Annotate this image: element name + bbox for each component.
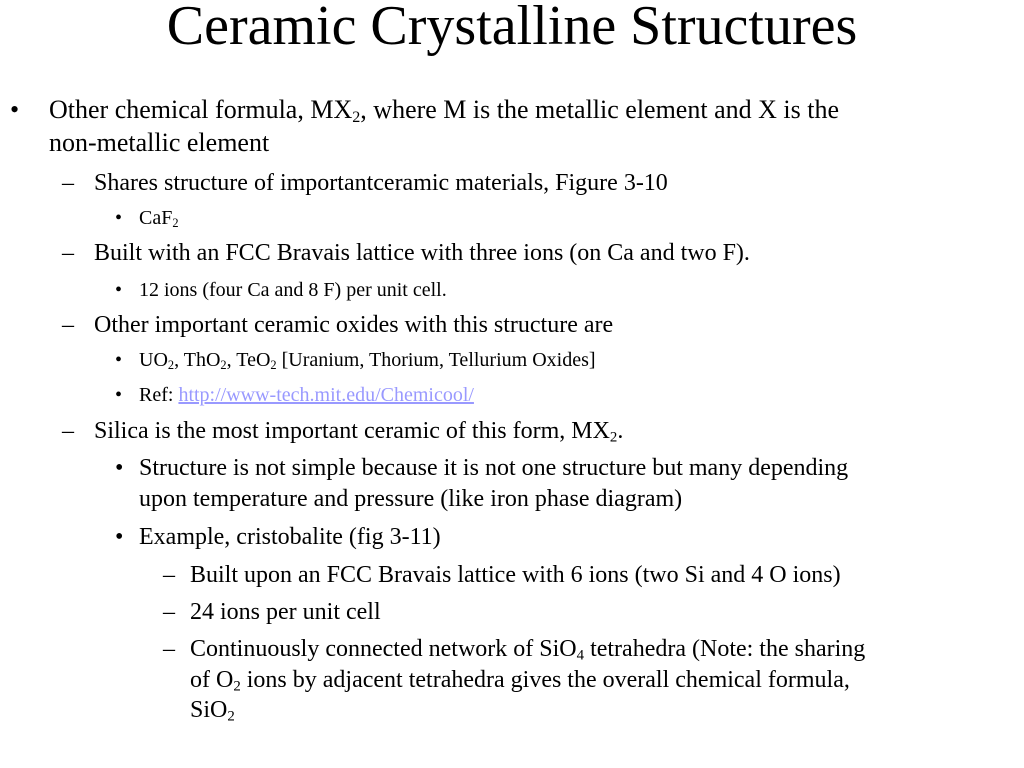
bullet-ref: [139, 382, 474, 408]
dash-marker: –: [163, 599, 175, 625]
dash-marker: –: [62, 240, 74, 266]
ref-label: Ref:: [139, 384, 179, 406]
chemicool-link[interactable]: http://www-tech.mit.edu/Chemicool/: [178, 384, 474, 406]
dash-marker: –: [163, 636, 175, 662]
bullet-marker: •: [115, 384, 123, 406]
bullet-marker: •: [10, 95, 20, 124]
dash-marker: –: [62, 418, 74, 444]
bullet-structure-line-2: upon temperature and pressure (like iron phase diagram): [139, 486, 683, 512]
dash-silica: Silica is the most important ceramic of this form, $MX_2$.: [94, 418, 624, 446]
dash-network-line-3: SiO$_2$: [190, 697, 235, 725]
bullet-12-ions: 12 ions (four Ca and 8 F) per unit cell.: [139, 279, 447, 301]
bullet-formula-line-2: non-metallic element: [49, 128, 270, 157]
dash-network-line-2: of $O_2$ ions by adjacent tetrahedra gives the overall chemical formula,: [190, 667, 850, 695]
dash-fcc-6-ions: Built upon an FCC Bravais lattice with 6 ions (two Si and 4 O ions): [190, 562, 841, 588]
bullet-marker: •: [115, 207, 123, 229]
dash-marker: –: [62, 312, 74, 338]
bullet-formula-line-1: Other chemical formula, $MX_2$, where M is the metallic element and X is the: [49, 95, 839, 127]
dash-built-fcc: Built with an FCC Bravais lattice with three ions (on Ca and two F).: [94, 240, 750, 266]
dash-network-line-1: Continuously connected network of SiO$_4$ tetrahedra (Note: the sharing: [190, 636, 866, 664]
dash-24-ions: 24 ions per unit cell: [190, 599, 381, 625]
bullet-marker: •: [115, 349, 123, 371]
bullet-caf2: CaF$_2$: [139, 207, 179, 231]
dash-marker: –: [163, 562, 175, 588]
bullet-marker: •: [115, 455, 124, 481]
bullet-oxides-list: $UO_2$, ThO$_2$, TeO$_2$ [Uranium, Thorium, Tellurium Oxides]: [139, 349, 596, 373]
bullet-marker: •: [115, 279, 123, 301]
dash-other-oxides: Other important ceramic oxides with this structure are: [94, 312, 614, 338]
bullet-structure-line-1: Structure is not simple because it is not one structure but many depending: [139, 455, 849, 481]
dash-marker: –: [62, 170, 74, 196]
dash-shares-structure: Shares structure of importantceramic materials, Figure 3-10: [94, 170, 668, 196]
bullet-marker: •: [115, 524, 124, 550]
slide-title: Ceramic Crystalline Structures: [166, 0, 858, 57]
bullet-example-cristobalite: Example, cristobalite (fig 3-11): [139, 524, 441, 550]
